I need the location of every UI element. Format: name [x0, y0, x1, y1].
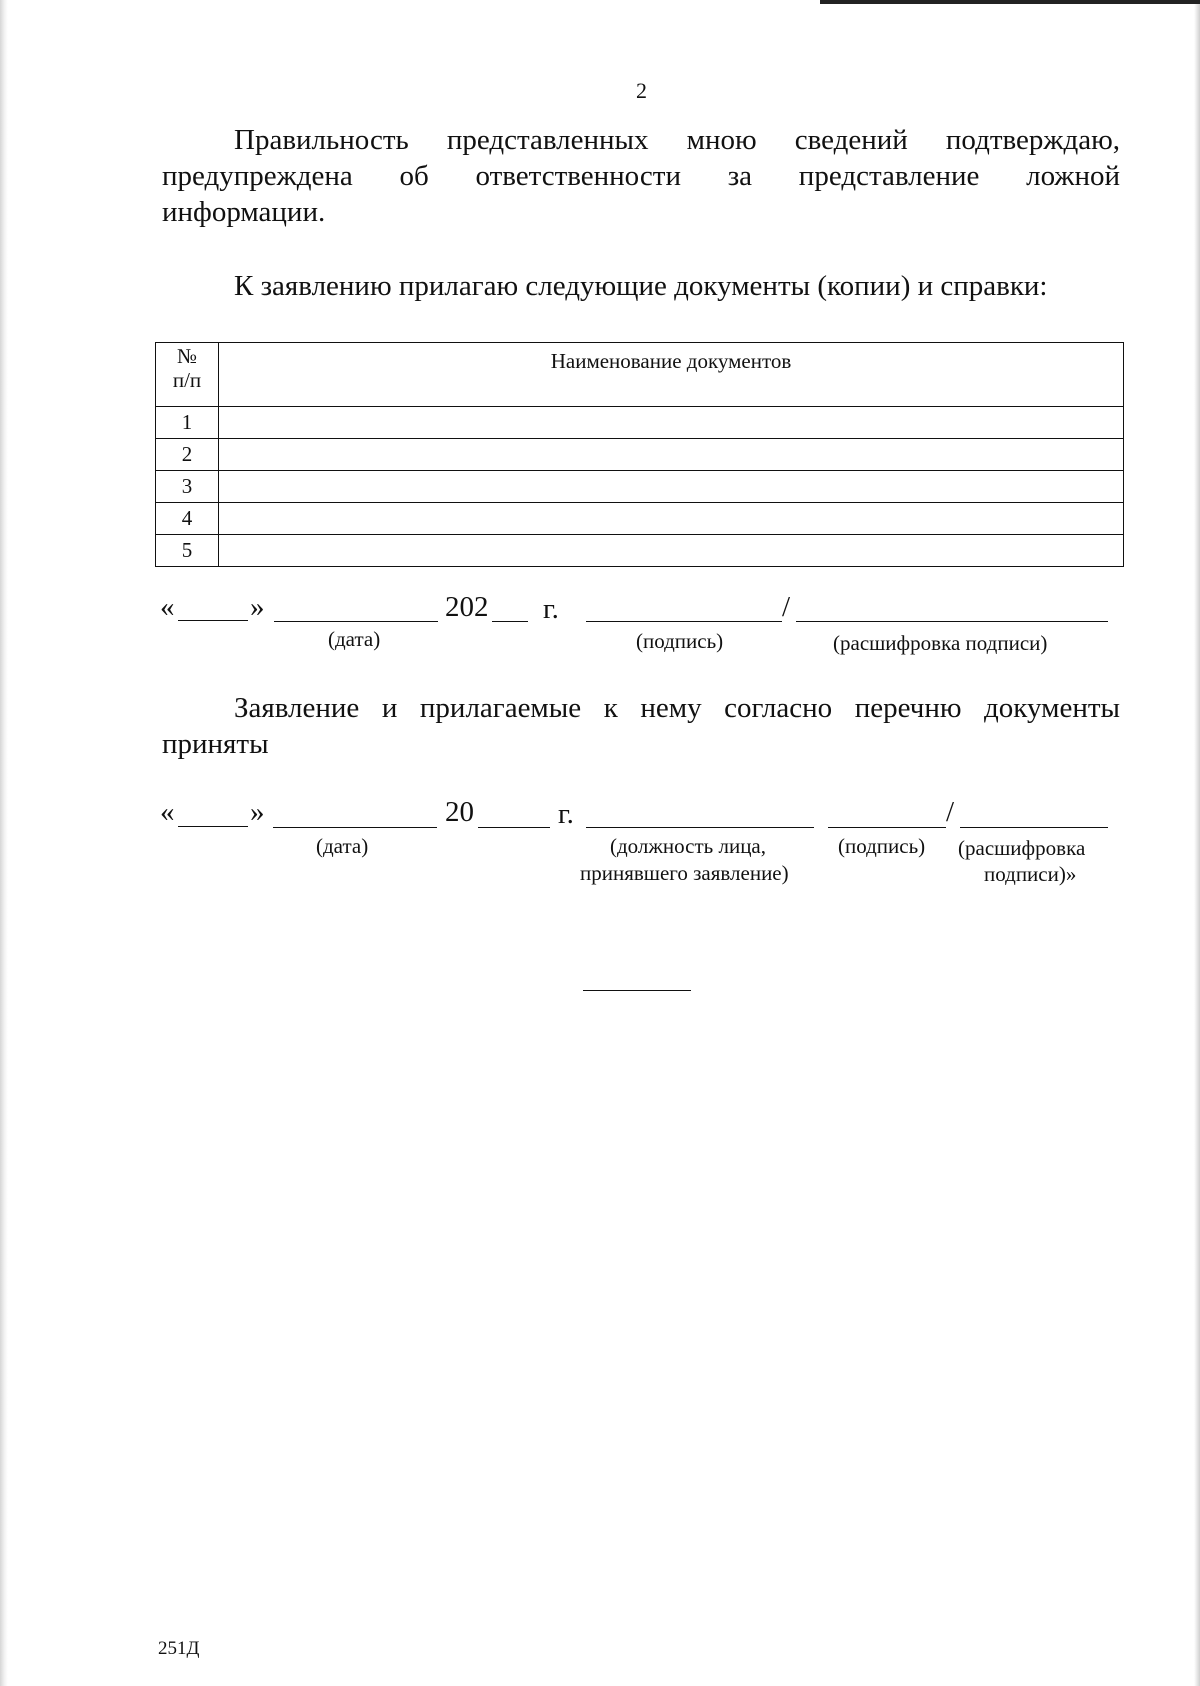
footer-code: 251Д — [158, 1638, 200, 1659]
year-prefix: 20 — [445, 796, 474, 828]
confirmation-line-2: предупреждена об ответственности за представление ложной — [162, 160, 1120, 192]
caption-date: (дата) — [316, 834, 369, 858]
date-blank[interactable] — [273, 827, 437, 828]
row-document-name-cell[interactable] — [219, 471, 1124, 503]
table-header-row — [156, 343, 1124, 407]
caption-decode: (расшифровка подписи) — [833, 631, 1048, 655]
confirmation-paragraph — [162, 122, 1120, 230]
caption-date: (дата) — [328, 627, 381, 651]
day-blank[interactable] — [178, 826, 248, 827]
scan-edge-top — [820, 0, 1200, 4]
year-suffix: г. — [543, 593, 559, 625]
row-document-name-cell[interactable] — [219, 439, 1124, 471]
date-blank[interactable] — [274, 621, 438, 622]
day-open-quote: « — [160, 591, 175, 623]
caption-position-1: (должность лица, — [610, 834, 767, 858]
table-row — [156, 407, 1124, 439]
table-row — [156, 471, 1124, 503]
row-document-name-cell[interactable] — [219, 535, 1124, 567]
row-number: 1 — [156, 407, 219, 439]
header-number-abbr: п/п — [172, 368, 202, 392]
caption-position-2: принявшего заявление) — [580, 861, 789, 885]
day-blank[interactable] — [178, 620, 248, 621]
caption-signature: (подпись) — [636, 629, 724, 653]
confirmation-line-1: Правильность представленных мною сведений подтверждаю, — [234, 124, 1120, 156]
documents-table — [155, 342, 1124, 567]
confirmation-line-3: информации. — [162, 196, 326, 228]
header-number — [156, 343, 219, 407]
day-open-quote: « — [160, 796, 175, 828]
acceptance-line-2: приняты — [162, 728, 269, 760]
table-row — [156, 439, 1124, 471]
table-row — [156, 535, 1124, 567]
row-number: 2 — [156, 439, 219, 471]
scan-edge-right — [1194, 0, 1200, 1686]
decode-blank[interactable] — [796, 621, 1108, 622]
page-number: 2 — [636, 78, 647, 103]
acceptance-line-1: Заявление и прилагаемые к нему согласно перечню документы — [234, 692, 1120, 724]
header-number-symbol: № — [176, 344, 198, 368]
caption-decode-1: (расшифровка — [958, 836, 1086, 860]
row-document-name-cell[interactable] — [219, 407, 1124, 439]
closing-rule — [583, 990, 691, 991]
day-close-quote: » — [250, 796, 265, 828]
row-number: 4 — [156, 503, 219, 535]
signature-slash: / — [946, 796, 955, 828]
decode-blank[interactable] — [960, 827, 1108, 828]
scan-edge-left — [0, 0, 8, 1686]
year-blank[interactable] — [478, 827, 550, 828]
caption-signature: (подпись) — [838, 834, 926, 858]
row-number: 5 — [156, 535, 219, 567]
signature-slash: / — [782, 591, 791, 623]
day-close-quote: » — [250, 591, 265, 623]
table-row — [156, 503, 1124, 535]
signature-blank[interactable] — [828, 827, 946, 828]
row-document-name-cell[interactable] — [219, 503, 1124, 535]
year-suffix: г. — [558, 798, 574, 830]
position-blank[interactable] — [586, 827, 814, 828]
attachments-intro: К заявлению прилагаю следующие документы (копии) и справки: — [234, 270, 1048, 302]
acceptance-paragraph — [162, 690, 1120, 762]
year-blank[interactable] — [492, 621, 528, 622]
year-prefix: 202 — [445, 591, 489, 623]
caption-decode-2: подписи)» — [984, 862, 1077, 886]
row-number: 3 — [156, 471, 219, 503]
header-document-name: Наименование документов — [219, 343, 1124, 407]
signature-blank[interactable] — [586, 621, 782, 622]
